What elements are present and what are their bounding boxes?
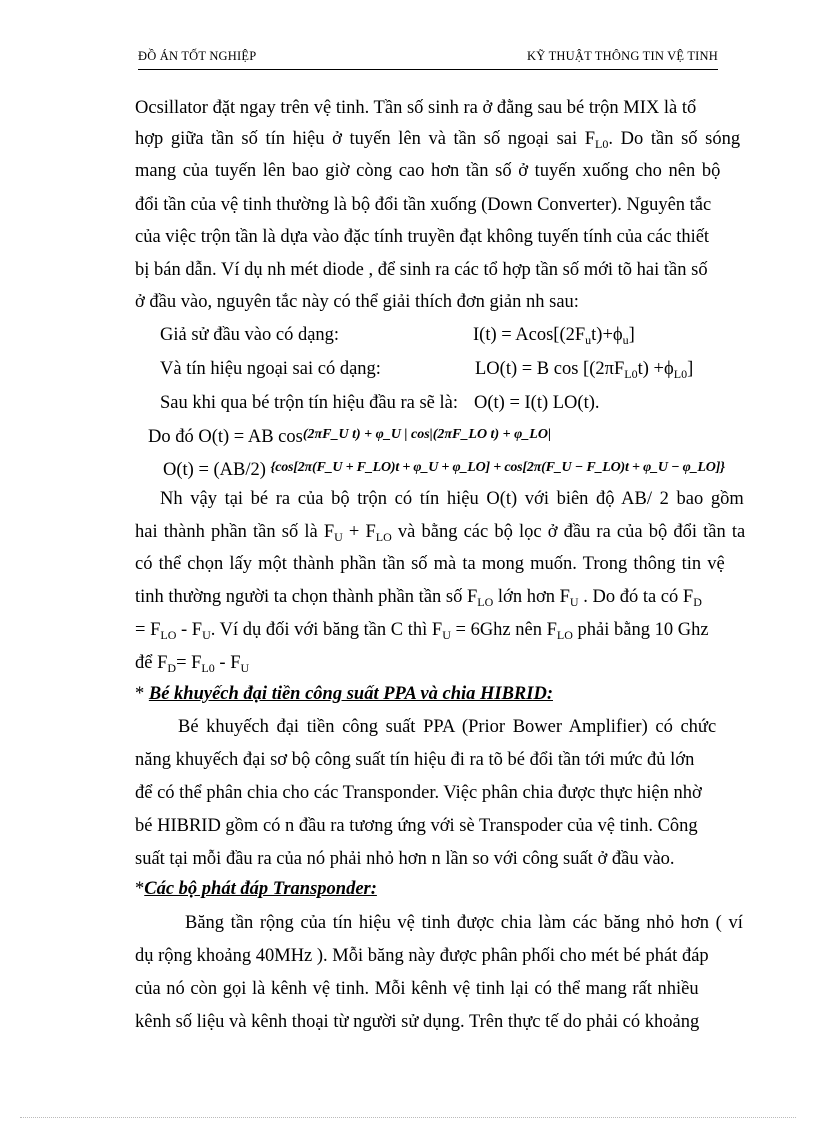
paragraph2-line: có thể chọn lấy một thành phần tần số mà ta mong muốn. Trong thông tin vệ xyxy=(135,554,725,574)
equation-ot-half: O(t) = (AB/2) $^{\{cos[2\pi(F\_U + F\_LO)t + \varphi\_U + \varphi\_LO] + cos[2\pi(F\_U - F\_LO)t + \varphi\_U - \varphi\_LO]\}}$ xyxy=(163,460,725,480)
paragraph1-line: Ocsillator đặt ngay trên vệ tinh. Tần số sinh ra ở đằng sau bé trộn MIX là tổ xyxy=(135,98,697,118)
section-ppa-line: năng khuyếch đại sơ bộ công suất tín hiệu đi ra tõ bé đổi tần tới mức đủ lớn xyxy=(135,750,695,770)
footer-rule xyxy=(20,1117,796,1118)
section-transponder-heading: *Các bộ phát đáp Transponder: xyxy=(135,879,377,899)
equation-do-do: Do đó O(t) = AB $\cos^{(2\pi F\_U t) + \varphi\_U | cos|(2\pi F\_LO t) + \varphi\_LO|}$ xyxy=(148,427,552,447)
paragraph1-line: bị bán dẫn. Ví dụ nh mét diode , để sinh ra các tổ hợp tần số mới tõ hai tần số xyxy=(135,260,708,280)
paragraph1-line: ở đầu vào, nguyên tắc này có thể giải thích đơn giản nh sau: xyxy=(135,292,579,312)
section-transponder-line: kênh số liệu và kênh thoại từ người sử dụng. Trên thực tế do phải có khoảng xyxy=(135,1012,700,1032)
paragraph1-line: của việc trộn tần là dựa vào đặc tính truyền đạt không tuyến tính của các thiết xyxy=(135,227,710,247)
section-ppa-heading: * Bé khuyếch đại tiền công suất PPA và chia HIBRID: xyxy=(135,684,553,704)
section-transponder-title: Các bộ phát đáp Transponder: xyxy=(144,879,377,899)
header-rule xyxy=(138,69,718,70)
equation-ot-half-math: {cos[2π(F_U + F_LO)t + φ_U + φ_LO] + cos[2π(F_U − F_LO)t + φ_U − φ_LO]} xyxy=(270,460,725,475)
paragraph1-line: đổi tần của vệ tinh thường là bộ đổi tần xuống (Down Converter). Nguyên tắc xyxy=(135,195,712,215)
header-left: ĐỒ ÁN TỐT NGHIỆP xyxy=(138,49,257,63)
paragraph2-line: = $F_{LO} - F_U$. Ví dụ đối với băng tần C thì $F_U = 6Ghz$ nên $F_{LO}$ phải bằng 10 Ghz xyxy=(135,620,709,642)
section-ppa-line: Bé khuyếch đại tiền công suất PPA (Prior Bower Amplifier) có chức xyxy=(178,717,717,737)
section-transponder-line: Băng tần rộng của tín hiệu vệ tinh được chia làm các băng nhỏ hơn ( ví xyxy=(185,913,743,933)
paragraph2-line: hai thành phần tần số là $F_U + F_{LO}$ và bằng các bộ lọc ở đầu ra của bộ đổi tần ta xyxy=(135,522,746,544)
section-transponder-line: của nó còn gọi là kênh vệ tinh. Mỗi kênh vệ tinh lại có thể mang rất nhiều xyxy=(135,979,699,999)
paragraph2-line: để $F_D= F_{L0} - F_U$ xyxy=(135,653,250,675)
paragraph2-line: tinh thường người ta chọn thành phần tần số $F_{LO}$ lớn hơn $F_U$ . Do đó ta có $F_D$ xyxy=(135,587,702,609)
paragraph2-line: Nh vậy tại bé ra của bộ trộn có tín hiệu O(t) với biên độ AB/ 2 bao gồm xyxy=(160,489,744,509)
header-right: KỸ THUẬT THÔNG TIN VỆ TINH xyxy=(527,49,718,63)
document-page: ĐỒ ÁN TỐT NGHIỆP KỸ THUẬT THÔNG TIN VỆ TINH Ocsillator đặt ngay trên vệ tinh. Tần số sinh ra ở đằng sau bé trộn MIX là tổ hợp giữa tần số tín hiệu ở tuyến lên và tần số ngoại sai $F_{L0}$. Do tần số sóng mang của tuyến lên bao giờ còng cao hơn tần số ở tuyến xuống cho nên bộ đổi tần của vệ tinh thường là bộ đổi tần xuống (Down Converter). Nguyên tắc của việc trộn tần là dựa vào đặc tính truyền đạt không tuyến tính của các thiết bị bán dẫn. Ví dụ nh mét diode , để sinh ra các tổ hợp tần số mới tõ hai tần số ở đầu vào, nguyên tắc này có thể giải thích đơn giản nh sau: Giả sử đầu vào có dạng: $I(t) = Acos[(2F_ut)+\phi_u]$ Và tín hiệu ngoại sai có dạng: LO(t) = B $\cos [(2\pi F_{L0}t) +\phi_{L0}]$ Sau khi qua bé trộn tín hiệu đầu ra sẽ là: O(t) = I(t) LO(t). Do đó O(t) = AB $\cos^{(2\pi F\_U t) + \varphi\_U | cos|(2\pi F\_LO t) + \varphi\_LO|}$ O(t) = (AB/2) $^{\{cos[2\pi(F\_U + F\_LO)t + \varphi\_U + \varphi\_LO] + cos[2\pi(F\_U - F\_LO)t + \varphi\_U - \varphi\_LO]\}}$ Nh vậy tại bé ra của bộ trộn có tín hiệu O(t) với biên độ AB/ 2 bao gồm hai thành phần tần số là $F_U + F_{LO}$ và bằng các bộ lọc ở đầu ra của bộ đổi tần ta có thể chọn lấy một thành phần tần số mà ta mong muốn. Trong thông tin vệ tinh thường người ta chọn thành phần tần số $F_{LO}$ lớn hơn $F_U$ . Do đó ta có $F_D$ = $F_{LO} - F_U$. Ví dụ đối với băng tần C thì $F_U = 6Ghz$ nên $F_{LO}$ phải bằng 10 Ghz để $F_D= F_{L0} - F_U$ * Bé khuyếch đại tiền công suất PPA và chia HIBRID: Bé khuyếch đại tiền công suất PPA (Prior Bower Amplifier) có chức năng khuyếch đại sơ bộ công suất tín hiệu đi ra tõ bé đổi tần tới mức đủ lớn để có thể phân chia cho các Transponder. Việc phân chia được thực hiện nhờ bé HIBRID gồm có n đầu ra tương ứng với sè Transpoder của vệ tinh. Công suất tại mỗi đầu ra của nó phải nhỏ hơn n lần so với công suất ở đầu vào. *Các bộ phát đáp Transponder: Băng tần rộng của tín hiệu vệ tinh được chia làm các băng nhỏ hơn ( ví dụ rộng khoảng 40MHz ). Mỗi băng này được phân phối cho mét bé phát đáp của nó còn gọi là kênh vệ tinh. Mỗi kênh vệ tinh lại có thể mang rất nhiều kênh số liệu và kênh thoại từ người sử dụng. Trên thực tế do phải có khoảng xyxy=(0,0,816,1123)
section-ppa-title: Bé khuyếch đại tiền công suất PPA và chia HIBRID: xyxy=(148,684,553,704)
section-ppa-line: bé HIBRID gồm có n đầu ra tương ứng với sè Transpoder của vệ tinh. Công xyxy=(135,816,698,836)
page-header xyxy=(138,49,718,67)
section-ppa-line: suất tại mỗi đầu ra của nó phải nhỏ hơn n lần so với công suất ở đầu vào. xyxy=(135,849,675,869)
section-ppa-line: để có thể phân chia cho các Transponder. Việc phân chia được thực hiện nhờ xyxy=(135,783,702,803)
paragraph1-line: mang của tuyến lên bao giờ còng cao hơn tần số ở tuyến xuống cho nên bộ xyxy=(135,161,721,181)
section-transponder-line: dụ rộng khoảng 40MHz ). Mỗi băng này được phân phối cho mét bé phát đáp xyxy=(135,946,709,966)
paragraph1-line: hợp giữa tần số tín hiệu ở tuyến lên và tần số ngoại sai $F_{L0}$. Do tần số sóng xyxy=(135,129,741,151)
equation-do-do-math: (2πF_U t) + φ_U | cos|(2πF_LO t) + φ_LO| xyxy=(302,427,552,442)
